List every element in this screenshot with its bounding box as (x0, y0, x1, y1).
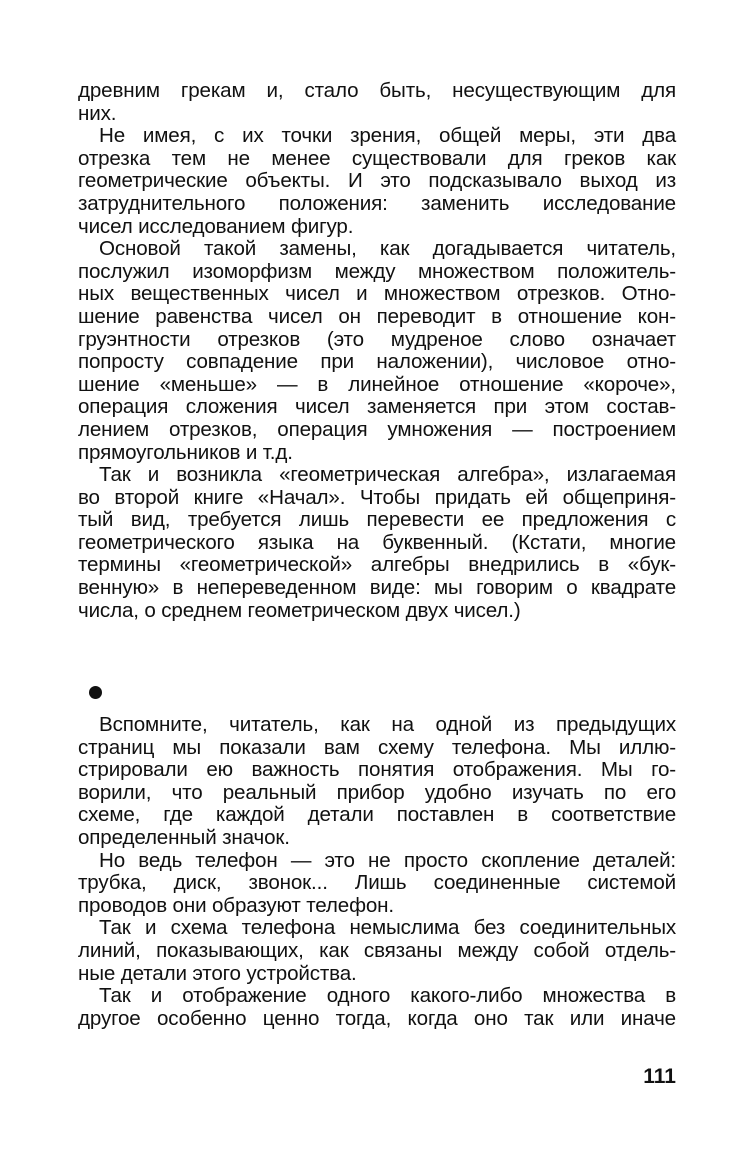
text-line: трубка, диск, звонок... Лишь соединенные системой (78, 871, 676, 895)
paragraph-2 (78, 125, 676, 238)
text-line: отрезка тем не менее существовали для греков как (78, 146, 676, 170)
text-line: другое особенно ценно тогда, когда оно так или иначе (78, 1006, 676, 1030)
paragraph-4 (78, 464, 676, 622)
text-line: Не имея, с их точки зрения, общей меры, эти два (99, 124, 676, 148)
text-line: Так и отображение одного какого-либо множества в (99, 984, 676, 1008)
text-line: ных вещественных чисел и множеством отрезков. Отно- (78, 282, 676, 306)
text-line: определенный значок. (78, 825, 290, 849)
text-line: Вспомните, читатель, как на одной из предыдущих (99, 713, 676, 736)
text-line: Но ведь телефон — это не просто скопление деталей: (99, 848, 676, 872)
text-line: них. (78, 101, 117, 125)
text-line: стрировали ею важность понятия отображения. Мы го- (78, 758, 676, 782)
text-line: линий, показывающих, как связаны между собой отдель- (78, 938, 676, 962)
text-line: тый вид, требуется лишь перевести ее предложения с (78, 508, 676, 532)
text-line: геометрические объекты. И это подсказывало выход из (78, 169, 676, 193)
text-line: схеме, где каждой детали поставлен в соответствие (78, 803, 676, 827)
text-line: чисел исследованием фигур. (78, 214, 354, 238)
section-bullet-icon (89, 686, 102, 699)
text-line: ворили, что реальный прибор удобно изучать по его (78, 780, 676, 804)
text-line: лением отрезков, операция умножения — построением (78, 417, 676, 441)
text-line: послужил изоморфизм между множеством положитель- (78, 259, 676, 283)
text-line: прямоугольников и т.д. (78, 440, 293, 464)
text-line: проводов они образуют телефон. (78, 893, 394, 917)
text-line: геометрического языка на буквенный. (Кстати, многие (78, 530, 676, 554)
text-line: Так и схема телефона немыслима без соединительных (99, 916, 676, 940)
text-line: Основой такой замены, как догадывается читатель, (99, 237, 676, 261)
text-line: ные детали этого устройства. (78, 961, 357, 985)
text-line: попросту совпадение при наложении), числовое отно- (78, 350, 676, 374)
paragraph-5 (78, 714, 676, 850)
bottom-text-block (78, 714, 676, 1030)
page-number: 111 (643, 1065, 676, 1088)
text-line: венную» в непереведенном виде: мы говорим о квадрате (78, 576, 676, 600)
text-line: во второй книге «Начал». Чтобы придать ей общеприня- (78, 485, 676, 509)
text-line: древним грекам и, стало быть, несуществующим для (78, 79, 676, 102)
text-line: груэнтности отрезков (это мудреное слово означает (78, 327, 676, 351)
text-line: затруднительного положения: заменить исследование (78, 191, 676, 215)
text-line: страниц мы показали вам схему телефона. Мы иллю- (78, 735, 676, 759)
top-text-block (78, 80, 676, 622)
paragraph-6 (78, 850, 676, 918)
text-line: операция сложения чисел заменяется при этом состав- (78, 395, 676, 419)
text-line: термины «геометрической» алгебры внедрились в «бук- (78, 553, 676, 577)
text-line: шение «меньше» — в линейное отношение «короче», (78, 372, 676, 396)
text-line: шение равенства чисел он переводит в отношение кон- (78, 304, 676, 328)
paragraph-3 (78, 238, 676, 464)
paragraph-1 (78, 80, 676, 125)
paragraph-7 (78, 917, 676, 985)
text-line: Так и возникла «геометрическая алгебра», излагаемая (99, 463, 676, 487)
paragraph-8 (78, 985, 676, 1030)
text-line: числа, о среднем геометрическом двух чисел.) (78, 598, 521, 622)
